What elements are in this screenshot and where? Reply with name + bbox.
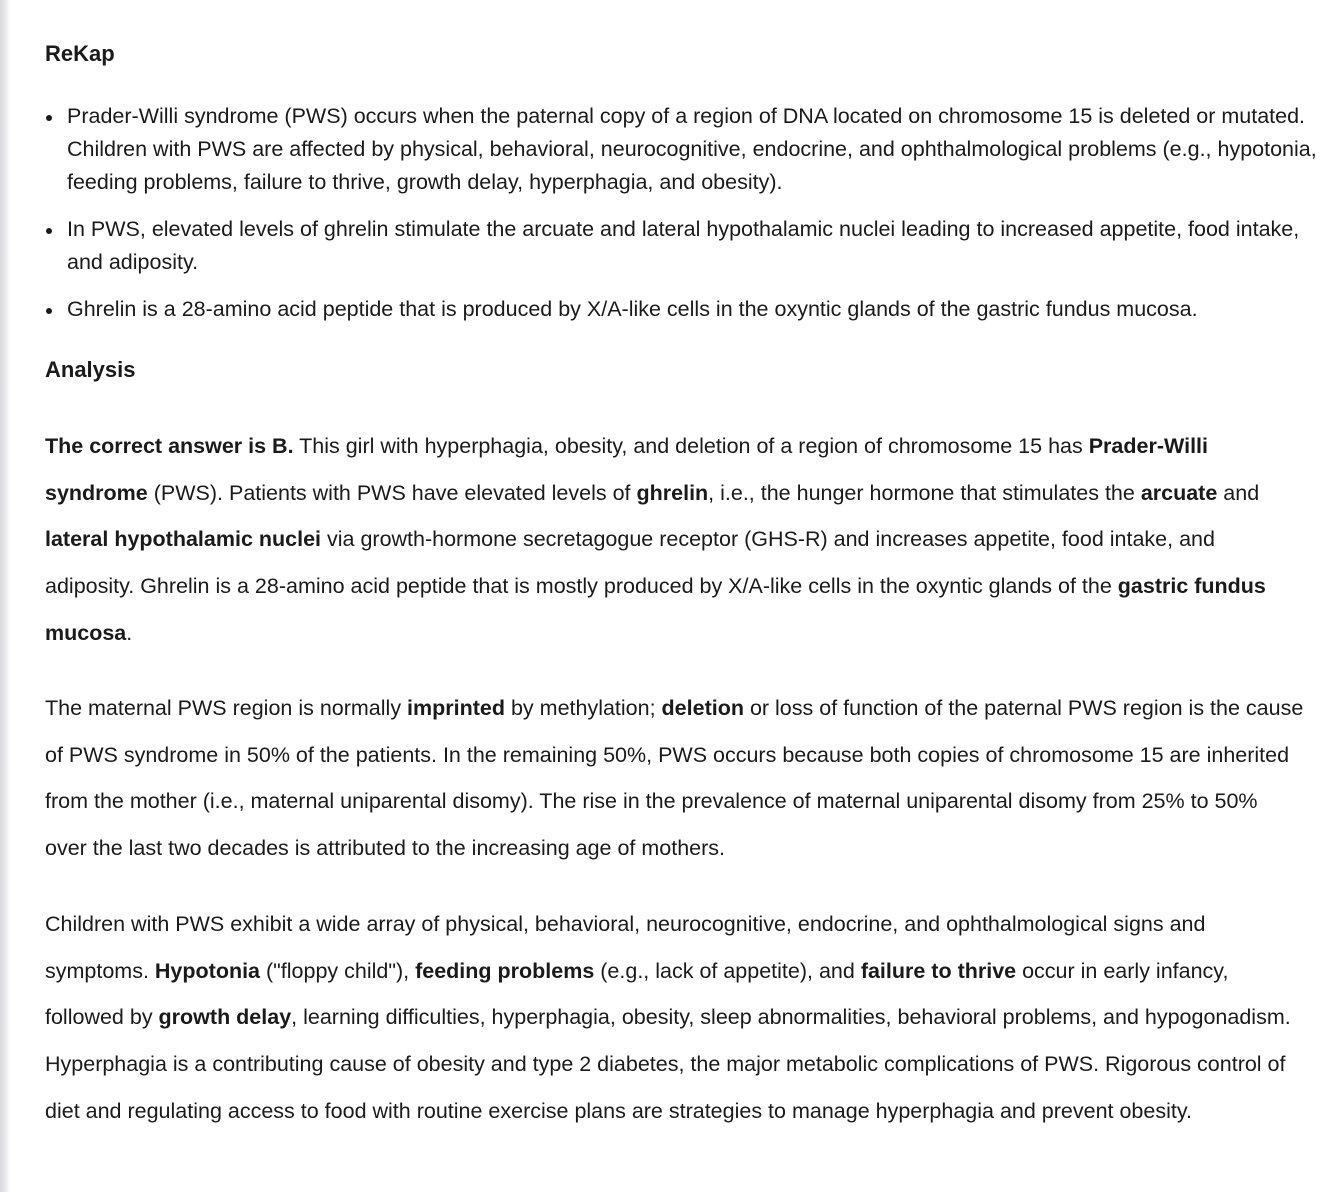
answer-statement: The correct answer is B. bbox=[45, 434, 294, 458]
window-left-edge bbox=[0, 0, 10, 1192]
bold-term: failure to thrive bbox=[860, 958, 1017, 983]
rekap-bullet: In PWS, elevated levels of ghrelin stimulate the arcuate and lateral hypothalamic nuclei leading to increased appetite, food intake, and adiposity. bbox=[45, 213, 1320, 279]
bold-term: ghrelin bbox=[636, 480, 709, 505]
rekap-bullet-list bbox=[45, 100, 1320, 340]
bold-term: Hypotonia bbox=[154, 958, 261, 983]
bold-term: deletion bbox=[661, 696, 744, 720]
bold-term: imprinted bbox=[407, 696, 505, 720]
rekap-bullet: Ghrelin is a 28-amino acid peptide that is produced by X/A-like cells in the oxyntic glands of the gastric fundus mucosa. bbox=[45, 293, 1320, 326]
bold-term: arcuate bbox=[1140, 480, 1218, 505]
bold-term: lateral hypothalamic nuclei bbox=[45, 527, 322, 552]
bold-term: growth delay bbox=[158, 1005, 292, 1030]
bold-term: gastric fundus mucosa bbox=[45, 574, 1266, 645]
rekap-heading: ReKap bbox=[45, 41, 115, 66]
analysis-paragraph-3: Children with PWS exhibit a wide array of physical, behavioral, neurocognitive, endocrine, and ophthalmological signs and symptoms. Hypotonia ("floppy child"), feeding problems (e.g., lack of appetite), and failure to thrive occur in early infancy, followed by growth delay, learning difficulties, hyperphagia, obesity, sleep abnormalities, behavioral problems, and hypogonadism. Hyperphagia is a contributing cause of obesity and type 2 diabetes, the major metabolic complications of PWS. Rigorous control of diet and regulating access to food with routine exercise plans are strategies to manage hyperphagia and prevent obesity. bbox=[45, 912, 1291, 1123]
bold-term: Prader-Willi syndrome bbox=[45, 434, 1208, 505]
bold-term: feeding problems bbox=[415, 958, 595, 983]
analysis-paragraph-2: The maternal PWS region is normally imprinted by methylation; deletion or loss of function of the paternal PWS region is the cause of PWS syndrome in 50% of the patients. In the remaining 50%, PWS occurs because both copies of chromosome 15 are inherited from the mother (i.e., maternal uniparental disomy). The rise in the prevalence of maternal uniparental disomy from 25% to 50% over the last two decades is attributed to the increasing age of mothers. bbox=[45, 696, 1304, 861]
rekap-bullet: Prader-Willi syndrome (PWS) occurs when the paternal copy of a region of DNA located on chromosome 15 is deleted or mutated. Children with PWS are affected by physical, behavioral, neurocognitive, endocrine, and ophthalmological problems (e.g., hypotonia, feeding problems, failure to thrive, growth delay, hyperphagia, and obesity). bbox=[45, 100, 1320, 199]
analysis-paragraph-1: The correct answer is B. This girl with hyperphagia, obesity, and deletion of a region of chromosome 15 has Prader-Willi syndrome (PWS). Patients with PWS have elevated levels of ghrelin, i.e., the hunger hormone that stimulates the arcuate and lateral hypothalamic nuclei via growth-hormone secretagogue receptor (GHS-R) and increases appetite, food intake, and adiposity. Ghrelin is a 28-amino acid peptide that is mostly produced by X/A-like cells in the oxyntic glands of the gastric fundus mucosa. bbox=[45, 434, 1266, 645]
analysis-heading: Analysis bbox=[45, 357, 136, 382]
